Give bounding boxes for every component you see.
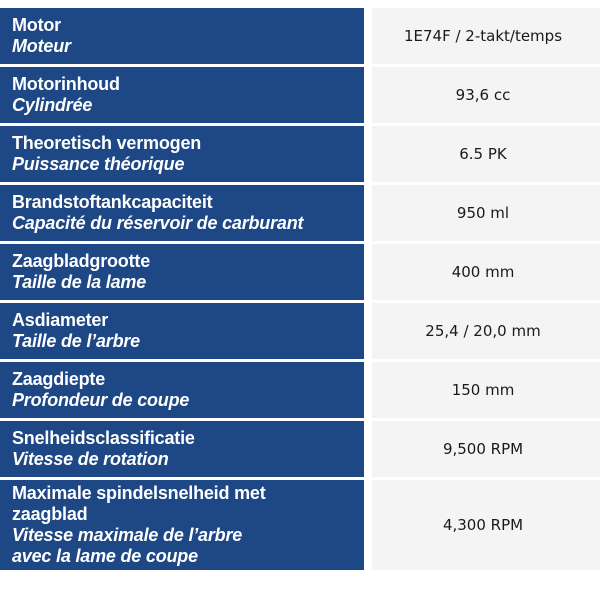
spec-value: 6.5 PK [372,126,600,182]
spec-row-motor [0,8,600,64]
spec-row-power [0,126,600,182]
column-divider [364,8,372,64]
spec-label-nl: Zaagdiepte [12,369,106,389]
column-divider [364,185,372,241]
spec-table [0,8,600,594]
spec-label-nl: Maximale spindelsnelheid met zaagblad [12,483,266,524]
spec-value: 400 mm [372,244,600,300]
spec-row-blade-size [0,244,600,300]
spec-label-fr: Taille de l’arbre [12,331,140,351]
spec-label-cell [0,126,364,182]
column-divider [364,303,372,359]
spec-row-fuel-tank [0,185,600,241]
spec-label-fr: Taille de la lame [12,272,146,292]
spec-value: 93,6 cc [372,67,600,123]
spec-label-fr: Vitesse maximale de l’arbre avec la lame de coupe [12,525,243,566]
spec-label-cell [0,421,364,477]
column-divider [364,126,372,182]
column-divider [364,67,372,123]
spec-value: 150 mm [372,362,600,418]
spec-row-max-spindle-speed [0,480,600,570]
spec-value: 25,4 / 20,0 mm [372,303,600,359]
column-divider [364,244,372,300]
spec-label-cell [0,8,364,64]
column-divider [364,362,372,418]
spec-label-nl: Motor [12,15,61,35]
spec-value: 4,300 RPM [372,480,600,570]
spec-label-nl: Theoretisch vermogen [12,133,202,153]
spec-label-cell [0,185,364,241]
spec-label-cell [0,244,364,300]
spec-row-displacement [0,67,600,123]
spec-label-fr: Puissance théorique [12,154,185,174]
spec-row-speed-rating [0,421,600,477]
spec-value: 950 ml [372,185,600,241]
spec-label-fr: Vitesse de rotation [12,449,169,469]
spec-label-nl: Asdiameter [12,310,109,330]
spec-label-nl: Zaagbladgrootte [12,251,151,271]
spec-label-fr: Profondeur de coupe [12,390,190,410]
spec-label-cell [0,67,364,123]
column-divider [364,421,372,477]
spec-label-nl: Brandstoftankcapaciteit [12,192,213,212]
spec-row-arbor-diameter [0,303,600,359]
spec-label-cell [0,480,364,570]
spec-label-cell [0,362,364,418]
spec-row-cut-depth [0,362,600,418]
spec-label-fr: Moteur [12,36,71,56]
spec-value: 9,500 RPM [372,421,600,477]
column-divider [364,480,372,570]
spec-value: 1E74F / 2-takt/temps [372,8,600,64]
spec-label-fr: Cylindrée [12,95,93,115]
spec-label-nl: Snelheidsclassificatie [12,428,195,448]
spec-label-cell [0,303,364,359]
spec-label-nl: Motorinhoud [12,74,120,94]
spec-label-fr: Capacité du réservoir de carburant [12,213,304,233]
